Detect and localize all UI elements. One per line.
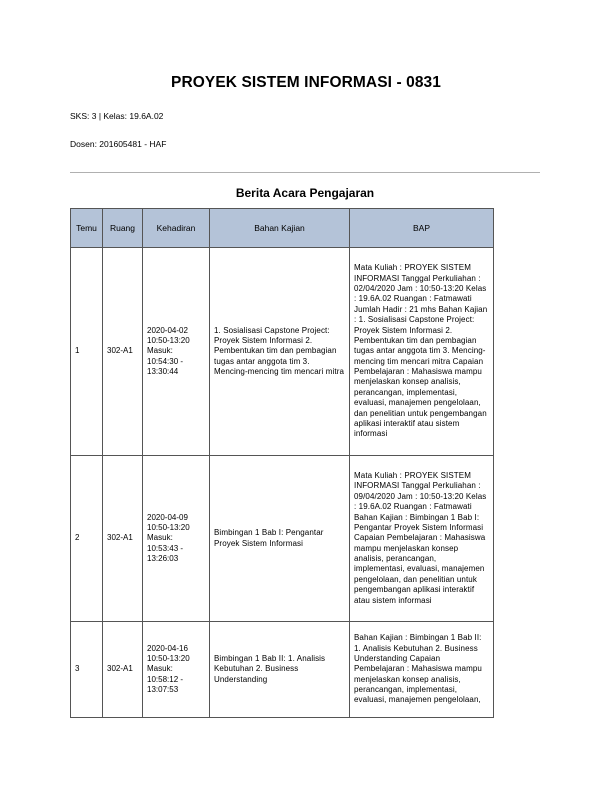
cell-temu: 3 (71, 622, 103, 718)
bap-table (70, 208, 494, 718)
cell-bahan-kajian: Bimbingan 1 Bab II: 1. Analisis Kebutuhan 2. Business Understanding (210, 622, 350, 718)
cell-temu: 2 (71, 456, 103, 622)
dosen-line: Dosen: 201605481 - HAF (70, 139, 167, 149)
table-header-row (71, 209, 494, 248)
cell-bap: Bahan Kajian : Bimbingan 1 Bab II: 1. Analisis Kebutuhan 2. Business Understanding Capaian Pembelajaran : Mahasiswa mampu menjelaskan konsep analisis, perancangan, implementasi, evaluasi, manajemen pengelolaan, (350, 622, 494, 718)
cell-ruang: 302-A1 (103, 248, 143, 456)
header-ruang: Ruang (103, 209, 143, 248)
table-row (71, 456, 494, 622)
table-row (71, 248, 494, 456)
header-bahan-kajian: Bahan Kajian (210, 209, 350, 248)
header-kehadiran: Kehadiran (143, 209, 210, 248)
section-title: Berita Acara Pengajaran (235, 186, 375, 200)
cell-bap: Mata Kuliah : PROYEK SISTEM INFORMASI Tanggal Perkuliahan : 09/04/2020 Jam : 10:50-13:20 Kelas : 19.6A.02 Ruangan : Fatmawati Bahan Kajian : Bimbingan 1 Bab I: Pengantar Proyek Sistem Informasi Capaian Pembelajaran : Mahasiswa mampu menjelaskan konsep analisis, perancangan, implementasi, evaluasi, manajemen pengelolaan, dan penelitian untuk pengembangan aplikasi interaktif atau sistem informasi (350, 456, 494, 622)
header-bap: BAP (350, 209, 494, 248)
cell-kehadiran: 2020-04-16 10:50-13:20 Masuk: 10:58:12 - 13:07:53 (143, 622, 210, 718)
sks-kelas-line: SKS: 3 | Kelas: 19.6A.02 (70, 111, 164, 121)
cell-bap: Mata Kuliah : PROYEK SISTEM INFORMASI Tanggal Perkuliahan : 02/04/2020 Jam : 10:50-13:20 Kelas : 19.6A.02 Ruangan : Fatmawati Jumlah Hadir : 21 mhs Bahan Kajian : 1. Sosialisasi Capstone Project: Proyek Sistem Informasi 2. Pembentukan tim dan pembagian tugas antar anggota tim 3. Mencing-mencing tim mencari mitra Capaian Pembelajaran : Mahasiswa mampu menjelaskan konsep analisis, perancangan, implementasi, evaluasi, manajemen pengelolaan, dan penelitian untuk pengembangan aplikasi interaktif atau sistem informasi (350, 248, 494, 456)
table-row (71, 622, 494, 718)
header-temu: Temu (71, 209, 103, 248)
cell-temu: 1 (71, 248, 103, 456)
cell-kehadiran: 2020-04-02 10:50-13:20 Masuk: 10:54:30 - 13:30:44 (143, 248, 210, 456)
cell-bahan-kajian: 1. Sosialisasi Capstone Project: Proyek Sistem Informasi 2. Pembentukan tim dan pembagian tugas antar anggota tim 3. Mencing-mencing tim mencari mitra (210, 248, 350, 456)
divider (70, 172, 540, 173)
cell-ruang: 302-A1 (103, 622, 143, 718)
cell-kehadiran: 2020-04-09 10:50-13:20 Masuk: 10:53:43 - 13:26:03 (143, 456, 210, 622)
page-title: PROYEK SISTEM INFORMASI - 0831 (171, 74, 441, 91)
cell-bahan-kajian: Bimbingan 1 Bab I: Pengantar Proyek Sistem Informasi (210, 456, 350, 622)
cell-ruang: 302-A1 (103, 456, 143, 622)
